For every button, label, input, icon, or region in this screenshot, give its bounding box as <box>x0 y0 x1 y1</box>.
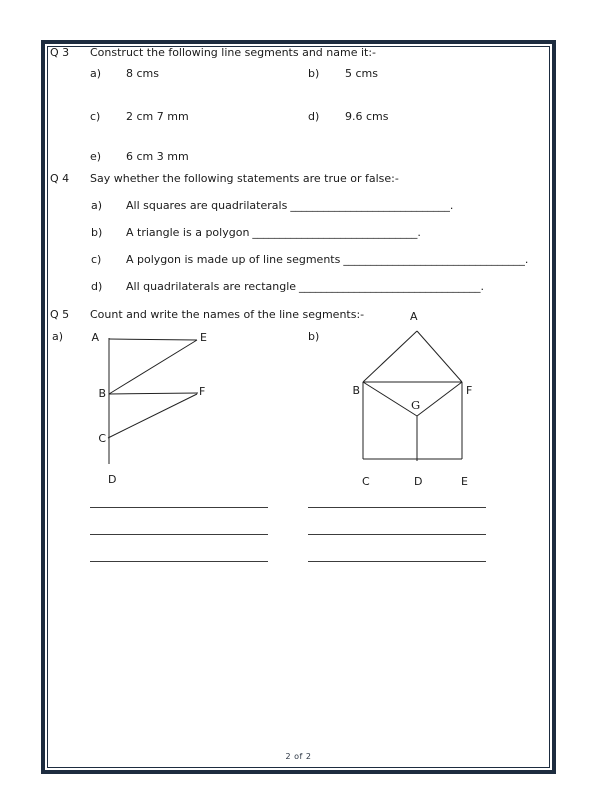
q3-item-c-letter: c) <box>90 110 101 123</box>
q3-title: Construct the following line segments and name it:- <box>90 46 377 59</box>
segment-CF <box>108 394 197 438</box>
q4-item-b-statement <box>126 226 421 240</box>
answer-line-a2 <box>90 534 268 536</box>
q4-item-b-blank: ______________________________. <box>252 226 421 239</box>
figure-b-house <box>340 303 482 491</box>
q4-item-c-statement <box>126 253 528 267</box>
q4-item-a-statement <box>126 199 453 213</box>
q3-row-e <box>0 150 600 166</box>
point-label-e: E <box>461 475 468 488</box>
answer-line-a1 <box>90 507 268 509</box>
point-label-g: G <box>411 398 421 412</box>
page-number-footer: 2 of 2 <box>285 752 312 761</box>
answer-line-b2 <box>308 534 486 536</box>
q3-item-d-letter: d) <box>308 110 320 123</box>
segment-roof-left-BA <box>363 331 417 382</box>
q5-sub-b-label: b) <box>308 330 320 343</box>
q3-item-c-value: 2 cm 7 mm <box>126 110 189 123</box>
q4-item-d-statement <box>126 280 484 294</box>
point-label-b: B <box>98 387 106 400</box>
q4-item-d-letter: d) <box>91 280 103 293</box>
q4-number: Q 4 <box>50 172 70 185</box>
point-label-b: B <box>352 384 360 397</box>
q3-header <box>0 46 600 62</box>
q4-row-a <box>0 199 600 215</box>
q3-item-e-value: 6 cm 3 mm <box>126 150 189 163</box>
answer-line-b3 <box>308 561 486 563</box>
point-label-c: C <box>98 432 106 445</box>
q4-item-a-letter: a) <box>91 199 103 212</box>
segment-flap-BG <box>363 382 417 416</box>
q4-header <box>0 172 600 188</box>
segment-BF <box>109 393 198 394</box>
q4-row-c <box>0 253 600 269</box>
answer-line-a3 <box>90 561 268 563</box>
q4-item-c-text: A polygon is made up of line segments <box>126 253 341 266</box>
q4-item-c-letter: c) <box>91 253 102 266</box>
q3-item-d-value: 9.6 cms <box>345 110 389 123</box>
point-label-e: E <box>200 331 207 344</box>
segment-BE <box>109 340 197 394</box>
q5-sub-a-label: a) <box>52 330 64 343</box>
q4-row-b <box>0 226 600 242</box>
q4-item-a-text: All squares are quadrilaterals <box>126 199 288 212</box>
q4-row-d <box>0 280 600 296</box>
point-label-f: F <box>199 385 206 398</box>
segment-roof-right-AF <box>417 331 462 382</box>
q4-item-a-blank: _____________________________. <box>290 199 454 212</box>
point-label-f: F <box>466 384 473 397</box>
point-label-a: A <box>410 310 418 323</box>
q5-title: Count and write the names of the line segments:- <box>90 308 365 321</box>
q4-item-c-blank: _________________________________. <box>343 253 529 266</box>
q4-item-d-text: All quadrilaterals are rectangle <box>126 280 297 293</box>
q3-item-e-letter: e) <box>90 150 102 163</box>
q5-number: Q 5 <box>50 308 70 321</box>
q3-item-b-letter: b) <box>308 67 320 80</box>
q4-title: Say whether the following statements are true or false:- <box>90 172 399 185</box>
segment-AE <box>109 339 197 340</box>
point-label-d: D <box>414 475 423 488</box>
q3-row-ab <box>0 67 600 83</box>
point-label-d: D <box>108 473 117 486</box>
point-label-a: A <box>91 331 99 344</box>
q3-item-a-value: 8 cms <box>126 67 159 80</box>
q3-item-a-letter: a) <box>90 67 102 80</box>
q3-row-cd <box>0 110 600 126</box>
q4-item-d-blank: _________________________________. <box>299 280 485 293</box>
q3-item-b-value: 5 cms <box>345 67 378 80</box>
point-label-c: C <box>362 475 370 488</box>
segment-flap-FG <box>417 382 462 416</box>
q4-item-b-letter: b) <box>91 226 103 239</box>
q4-item-b-text: A triangle is a polygon <box>126 226 250 239</box>
q3-number: Q 3 <box>50 46 70 59</box>
figure-a-line-segments <box>85 328 217 490</box>
answer-line-b1 <box>308 507 486 509</box>
q5-header <box>0 308 600 324</box>
